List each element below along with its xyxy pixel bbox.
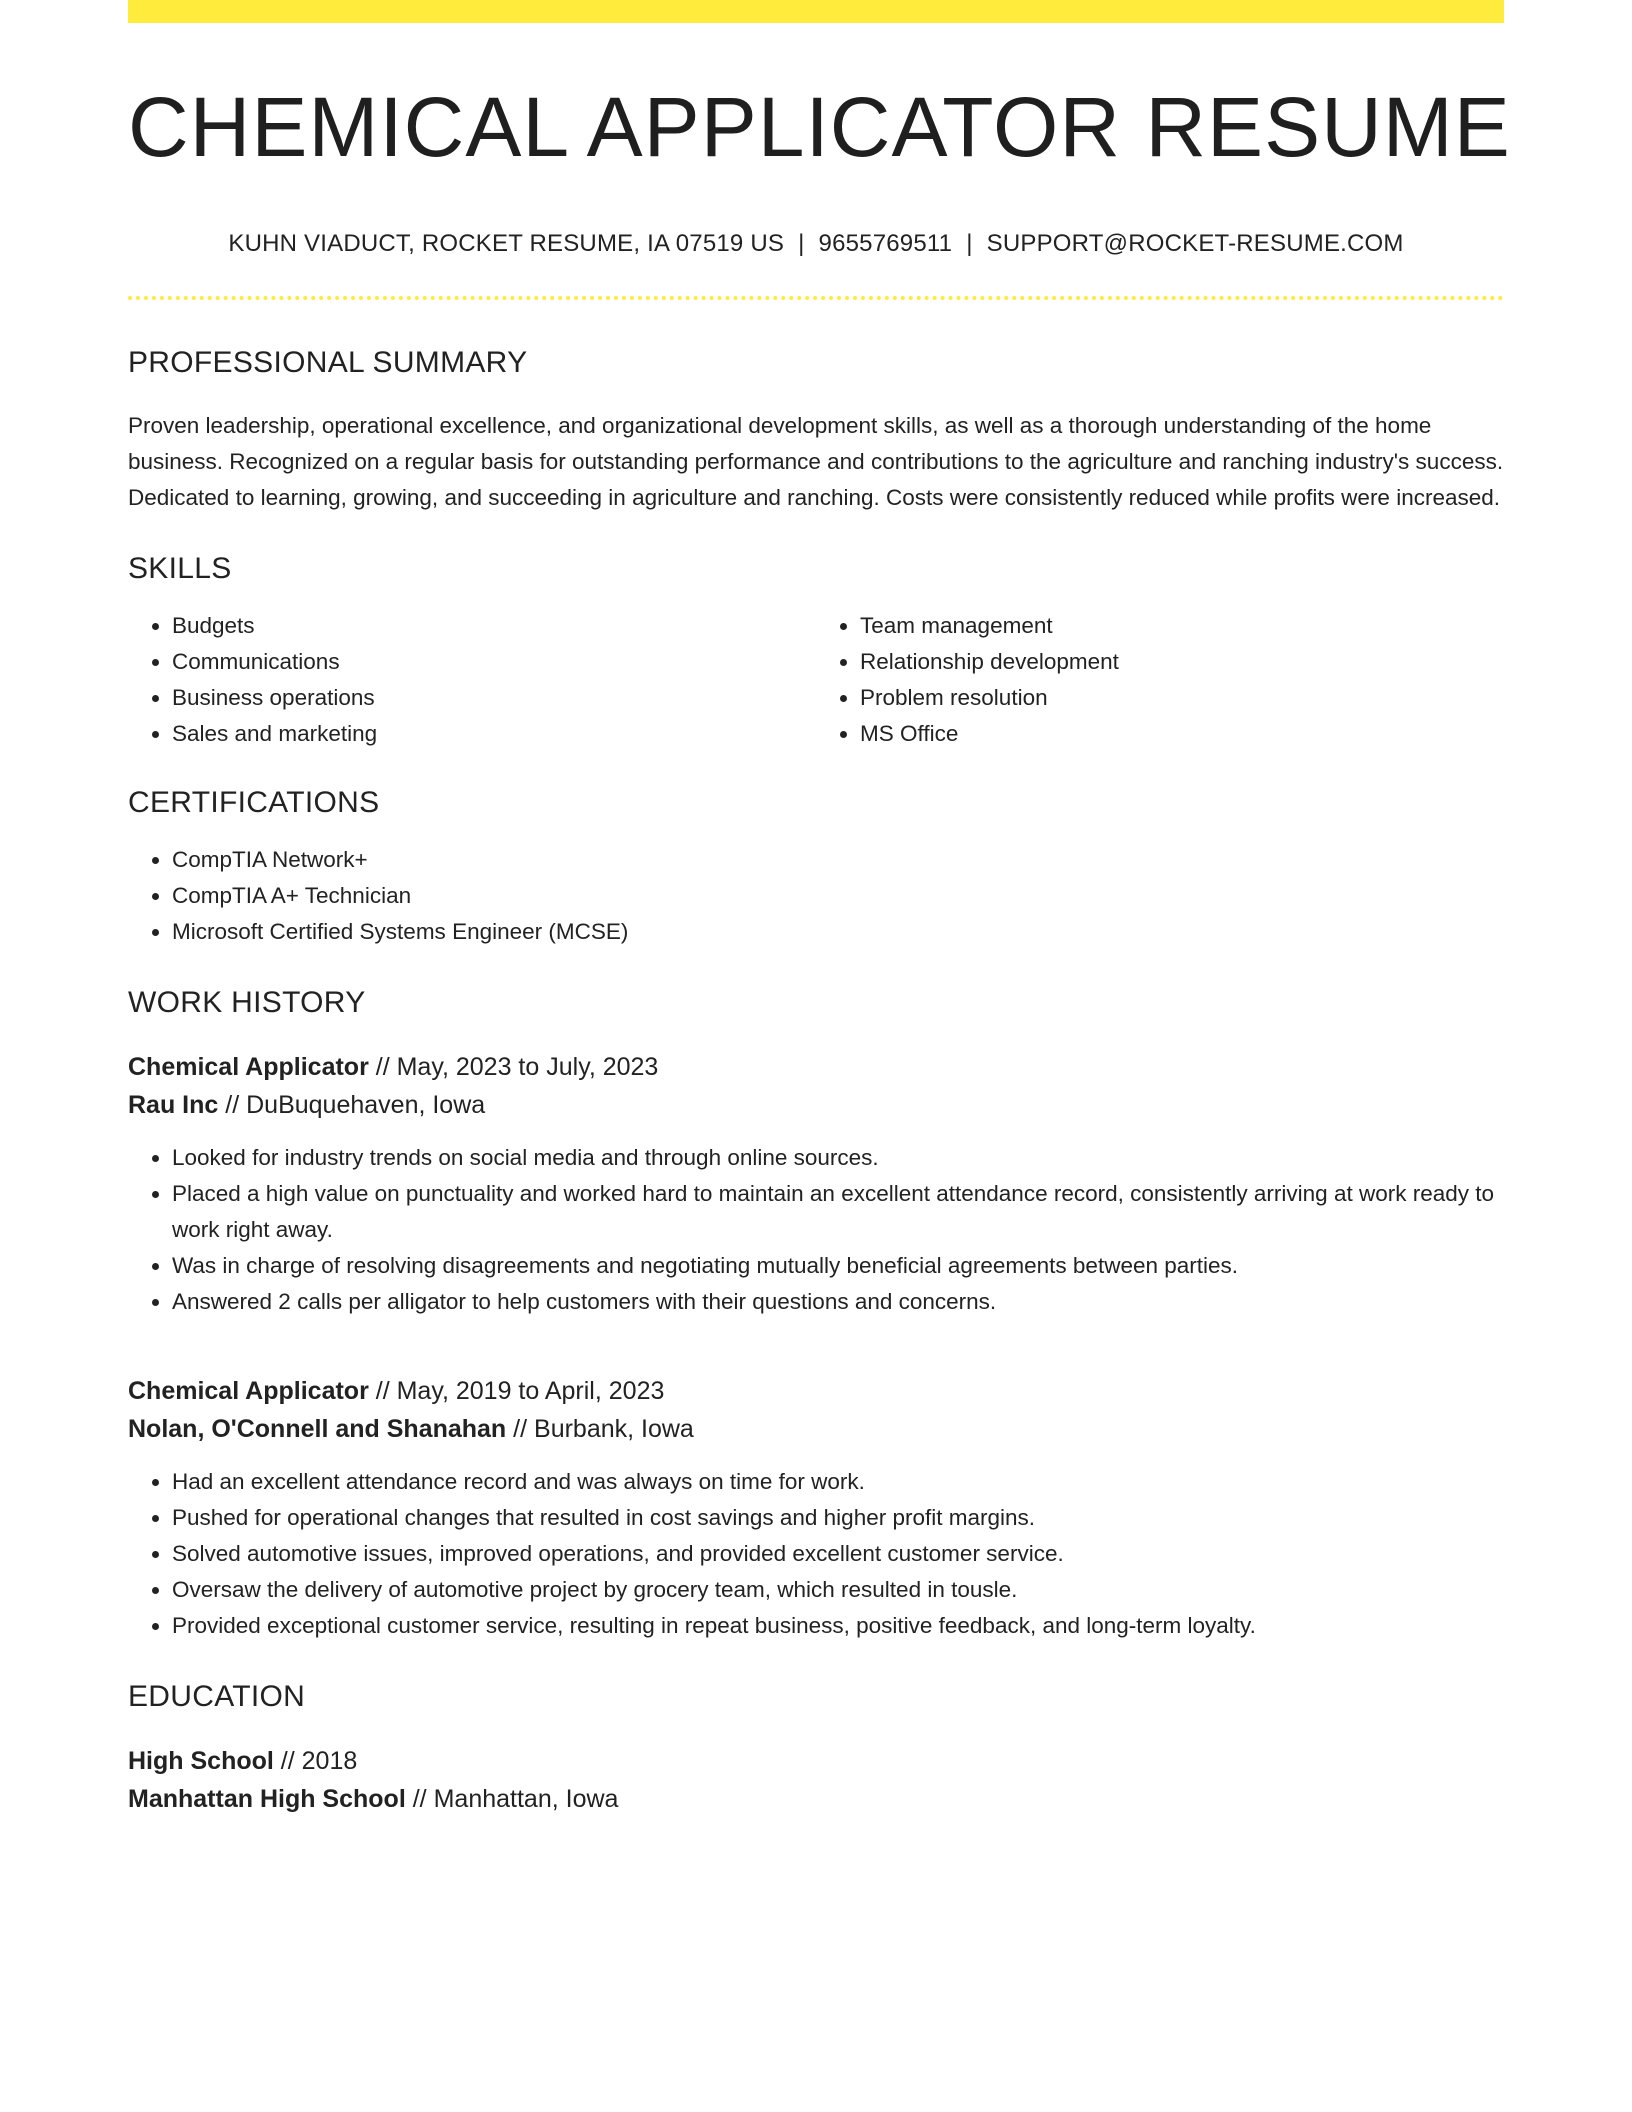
resume-title: CHEMICAL APPLICATOR RESUME [128,80,1511,174]
job-company-line [128,1410,1504,1448]
skill-item: • Business operations [172,680,816,716]
job-company: Nolan, O'Connell and Shanahan [128,1415,507,1443]
job-title: Chemical Applicator [128,1053,369,1081]
job-company-line [128,1086,1504,1124]
contact-address: KUHN VIADUCT, ROCKET RESUME, IA 07519 US [228,230,785,257]
contact-separator: | [798,230,805,257]
header-divider [128,296,1504,300]
job-location: DuBuquehaven, Iowa [246,1091,486,1119]
certifications-list [128,842,1504,950]
certification-item: • CompTIA Network+ [172,842,1504,878]
job-divider: // [513,1415,528,1443]
work-history-heading: WORK HISTORY [128,986,366,1019]
job-bullets [128,1140,1504,1320]
job-bullet: • Placed a high value on punctuality and worked hard to maintain an excellent attendance record, consistently arriving at work ready to work right away. [172,1176,1504,1248]
contact-separator: | [966,230,973,257]
education-school-line [128,1780,1504,1818]
job-bullet: • Had an excellent attendance record and was always on time for work. [172,1464,1504,1500]
skill-item: • MS Office [860,716,1504,752]
resume-page [128,0,1511,1818]
education-degree: High School [128,1747,274,1775]
education-school: Manhattan High School [128,1785,406,1813]
skills-list [128,608,1504,752]
certification-item: • CompTIA A+ Technician [172,878,1504,914]
certification-item: • Microsoft Certified Systems Engineer (MCSE) [172,914,1504,950]
skills-column-left [128,608,816,752]
job-bullets [128,1464,1504,1644]
job-dates: May, 2019 to April, 2023 [396,1377,665,1405]
education-heading: EDUCATION [128,1680,306,1713]
skill-item: • Budgets [172,608,816,644]
job-location: Burbank, Iowa [534,1415,694,1443]
job-divider: // [225,1091,240,1119]
education-location: Manhattan, Iowa [433,1785,619,1813]
job-title-line [128,1372,1504,1410]
education-year: 2018 [301,1747,358,1775]
education-divider: // [412,1785,427,1813]
skills-column-right [816,608,1504,752]
skill-item: • Team management [860,608,1504,644]
contact-phone: 9655769511 [818,230,953,257]
skills-heading: SKILLS [128,552,232,585]
job-divider: // [375,1377,390,1405]
summary-text: Proven leadership, operational excellence, and organizational development skills, as well as a thorough understanding of the home business. Recognized on a regular basis for outstanding performance and contributions to the agriculture and ranching industry's success. Dedicated to learning, growing, and succeeding in agriculture and ranching. Costs were consistently reduced while profits were increased. [128,413,1504,510]
job-bullet: • Pushed for operational changes that resulted in cost savings and higher profit margins. [172,1500,1504,1536]
skill-item: • Sales and marketing [172,716,816,752]
certifications-heading: CERTIFICATIONS [128,786,380,819]
education-degree-line [128,1742,1504,1780]
skill-item: • Problem resolution [860,680,1504,716]
job-bullet: • Answered 2 calls per alligator to help customers with their questions and concerns. [172,1284,1504,1320]
education-divider: // [280,1747,295,1775]
job-title-line [128,1048,1504,1086]
job-bullet: • Solved automotive issues, improved operations, and provided excellent customer service. [172,1536,1504,1572]
job-company: Rau Inc [128,1091,219,1119]
job-bullet: • Provided exceptional customer service, resulting in repeat business, positive feedback, and long-term loyalty. [172,1608,1504,1644]
job-entry [128,1372,1504,1644]
job-bullet: • Was in charge of resolving disagreements and negotiating mutually beneficial agreements between parties. [172,1248,1504,1284]
contact-line [128,232,1504,256]
skill-item: • Relationship development [860,644,1504,680]
contact-email: SUPPORT@ROCKET-RESUME.COM [986,230,1404,257]
job-title: Chemical Applicator [128,1377,369,1405]
job-bullet: • Oversaw the delivery of automotive project by grocery team, which resulted in tousle. [172,1572,1504,1608]
summary-heading: PROFESSIONAL SUMMARY [128,346,528,379]
top-accent-bar [128,0,1504,23]
job-entry [128,1048,1504,1320]
job-divider: // [375,1053,390,1081]
skill-item: • Communications [172,644,816,680]
job-bullet: • Looked for industry trends on social media and through online sources. [172,1140,1504,1176]
job-dates: May, 2023 to July, 2023 [396,1053,659,1081]
